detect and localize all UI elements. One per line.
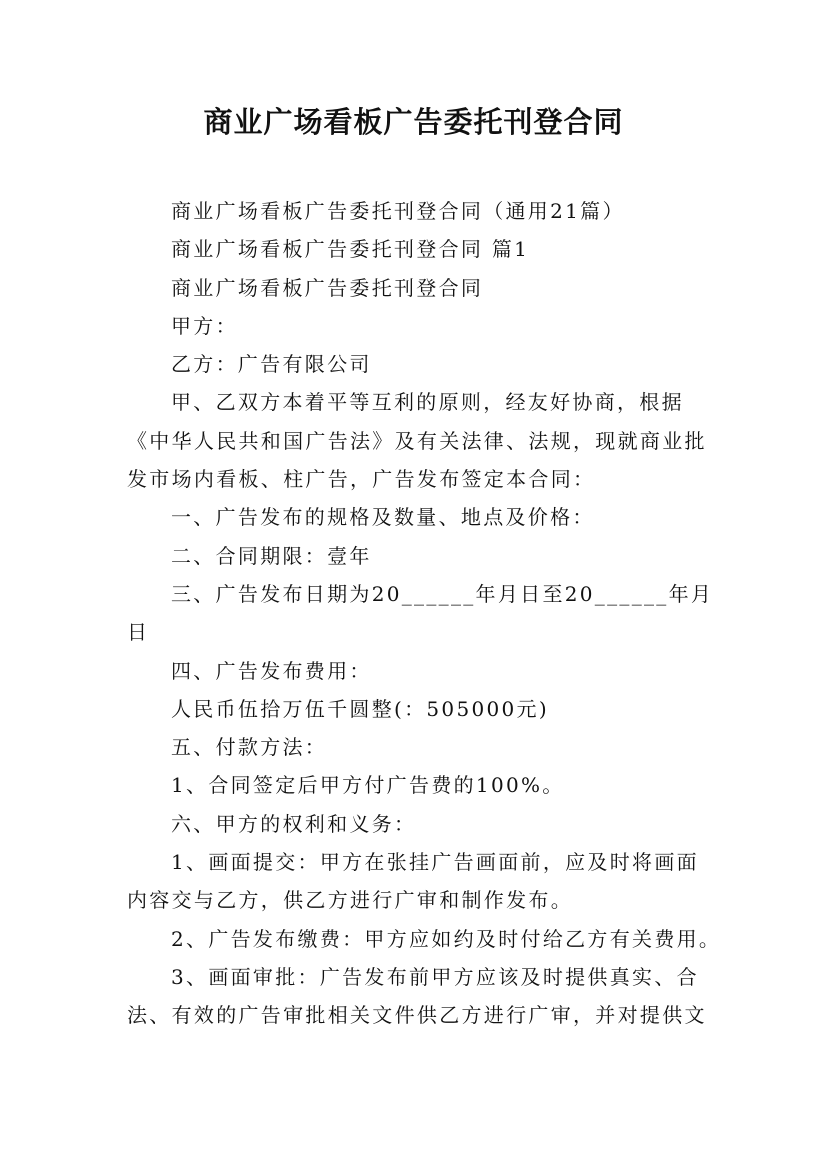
document-body	[127, 192, 722, 1035]
paragraph-line: 人民币伍拾万伍千圆整(：505000元)	[171, 696, 549, 721]
paragraph-line: 1、合同签定后甲方付广告费的100%。	[171, 773, 565, 798]
paragraph-line: 商业广场看板广告委托刊登合同	[171, 275, 484, 300]
paragraph-line: 法、有效的广告审批相关文件供乙方进行广审，并对提供文	[127, 1003, 707, 1028]
paragraph-line: 发市场内看板、柱广告，广告发布签定本合同：	[127, 467, 596, 492]
paragraph-line: 3、画面审批：广告发布前甲方应该及时提供真实、合	[171, 964, 699, 989]
paragraph-line: 二、合同期限：壹年	[171, 543, 372, 568]
paragraph-line: 2、广告发布缴费：甲方应如约及时付给乙方有关费用。	[171, 926, 722, 951]
paragraph-line: 甲、乙双方本着平等互利的原则，经友好协商，根据	[171, 390, 684, 415]
paragraph-line: 五、付款方法：	[171, 735, 328, 760]
paragraph-line: 六、甲方的权利和义务：	[171, 811, 417, 836]
paragraph-line: 1、画面提交：甲方在张挂广告画面前，应及时将画面	[171, 850, 699, 875]
paragraph-line: 一、广告发布的规格及数量、地点及价格：	[171, 505, 595, 530]
document-title: 商业广场看板广告委托刊登合同	[203, 105, 624, 139]
paragraph-line: 商业广场看板广告委托刊登合同 篇1	[171, 237, 530, 262]
paragraph-line: 乙方：广告有限公司	[171, 352, 372, 377]
paragraph-line: 《中华人民共和国广告法》及有关法律、法规，现就商业批	[127, 428, 707, 453]
paragraph-line: 内容交与乙方，供乙方进行广审和制作发布。	[127, 888, 573, 913]
paragraph-line: 三、广告发布日期为20______年月日至20______年月	[171, 581, 714, 606]
paragraph-line: 日	[127, 620, 150, 645]
paragraph-line: 甲方：	[171, 313, 238, 338]
paragraph-line: 商业广场看板广告委托刊登合同（通用21篇）	[171, 199, 625, 223]
paragraph-line: 四、广告发布费用：	[171, 658, 372, 683]
